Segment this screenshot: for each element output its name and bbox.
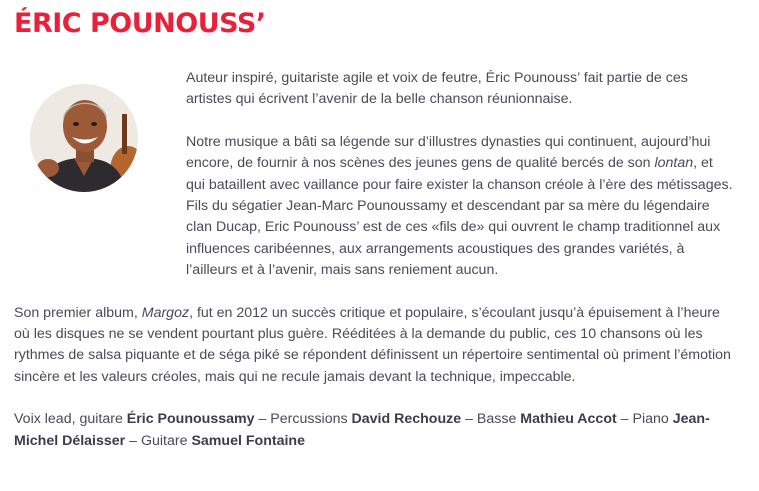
credit-role: Voix lead, guitare (14, 411, 127, 428)
credit-role: – Basse (461, 411, 521, 428)
credit-name: Samuel Fontaine (191, 432, 305, 449)
album-title: Margoz (141, 304, 190, 321)
credit-name: Jean-Michel Délaisser (14, 411, 710, 449)
album-text-1: Son premier album, (14, 304, 142, 321)
credit-name: Éric Pounoussamy (126, 411, 255, 428)
album-text-2: , fut en 2012 un succès critique et populaire, s’écoulant jusqu’à épuisement à l’heure où les disques ne se vendent pourtant plus guère. Rééditées à la demande du public, ces 10 chansons où les rythmes de salsa piquante et de séga piké se répondent définissent un répertoire sentimental où priment l’émotion sincère et les valeurs créoles, mais qui ne recule jamais devant la technique, impeccable. (14, 304, 731, 385)
credit-role: – Piano (616, 411, 673, 428)
heritage-text-2: , et qui bataillent avec vaillance pour faire exister la chanson créole à l’ère des métissages. Fils du ségatier Jean-Marc Pounoussamy et descendant par sa mère du légendaire clan Ducap, Eric Pounouss’ est de ces «fils de» qui ouvrent le champ traditionnel aux influences caribéennes, aux arrangements acoustiques des grandes variétés, à l’ailleurs et à l’avenir, mais sans reniement aucun. (186, 155, 733, 279)
intro-paragraph: Auteur inspiré, guitariste agile et voix de feutre, Éric Pounouss’ fait partie de ces artistes qui écrivent l’avenir de la belle chanson réunionnaise. (186, 70, 688, 108)
credit-role: – Guitare (125, 432, 192, 449)
heritage-italic: lontan (654, 155, 694, 172)
avatar-spacer (14, 68, 186, 261)
credit-role: – Percussions (254, 411, 352, 428)
credit-name: Mathieu Accot (520, 411, 617, 428)
page-title: ÉRIC POUNOUSS’ (14, 8, 266, 39)
credit-name: David Rechouze (351, 411, 462, 428)
album-paragraph (14, 303, 734, 389)
credits-line (14, 409, 734, 452)
bio-text (14, 68, 734, 473)
heritage-text-1: Notre musique a bâti sa légende sur d’illustres dynasties qui continuent, aujourd’hui encore, de fournir à nos scènes des jeunes gens de qualité bercés de son (186, 133, 711, 172)
